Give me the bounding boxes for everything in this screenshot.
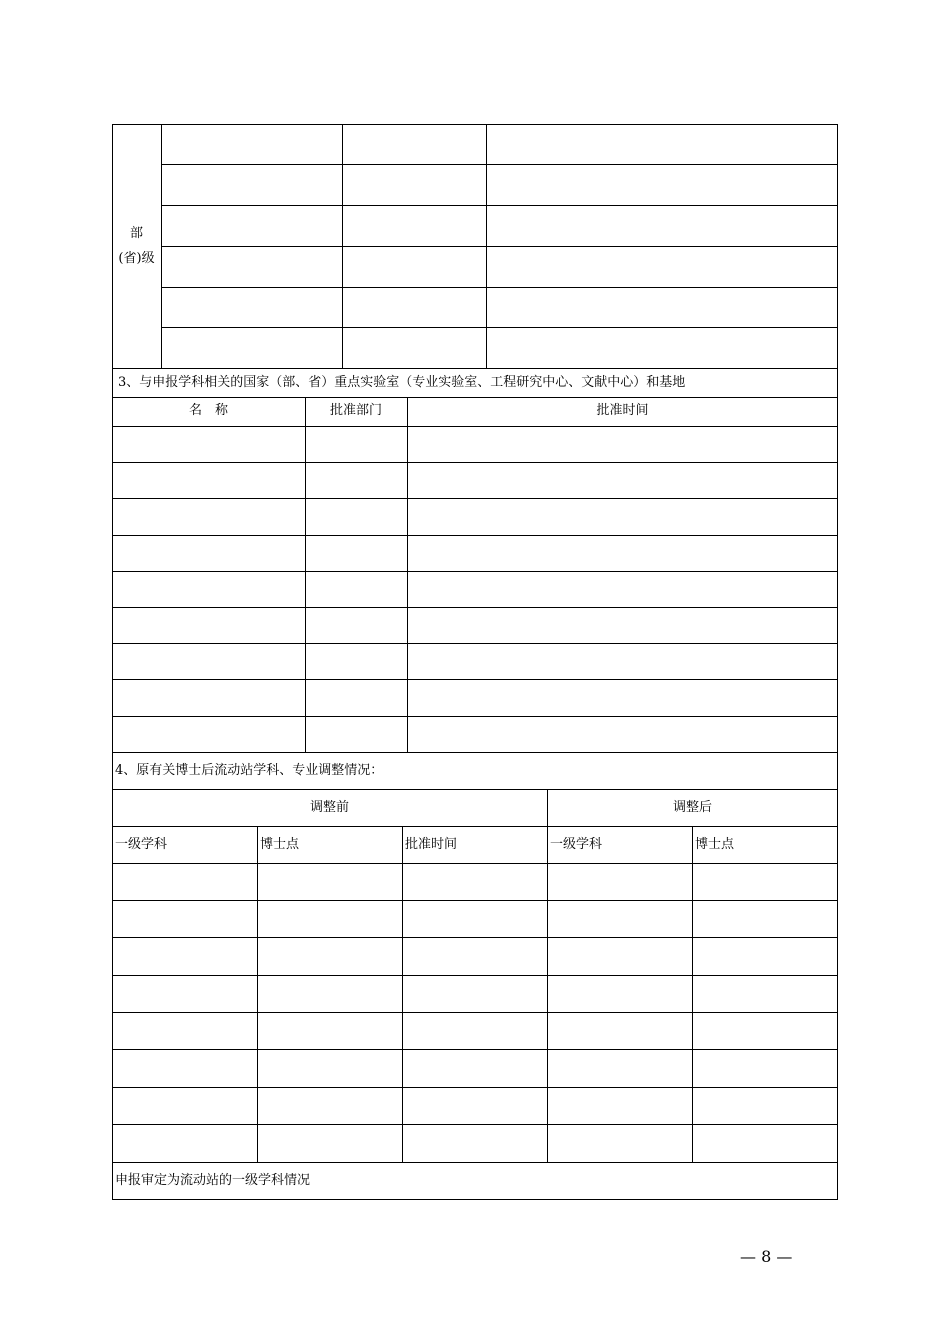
header-approval-time: 批准时间 (596, 403, 649, 418)
grid-line (547, 789, 548, 1163)
grid-line (112, 1012, 838, 1013)
grid-line (112, 397, 838, 398)
grid-line (161, 327, 838, 328)
section4-title: 4、原有关博士后流动站学科、专业调整情况： (115, 763, 384, 778)
page-number: — 8 — (740, 1247, 793, 1266)
grid-line (161, 164, 838, 165)
grid-line (112, 535, 838, 536)
grid-line (112, 426, 838, 427)
grid-line (112, 571, 838, 572)
group-after: 调整后 (672, 800, 712, 815)
grid-line (112, 1087, 838, 1088)
grid-line (112, 826, 838, 827)
header-doctoral-before: 博士点 (260, 837, 300, 852)
grid-line (112, 607, 838, 608)
grid-line (112, 1049, 838, 1050)
grid-line (112, 975, 838, 976)
grid-line (112, 937, 838, 938)
section5-title: 申报审定为流动站的一级学科情况 (115, 1173, 311, 1188)
grid-line (112, 643, 838, 644)
header-approval-time-before: 批准时间 (405, 837, 458, 852)
header-name: 名 称 (188, 403, 228, 418)
level-label-line1: 部 (129, 226, 143, 241)
grid-line (112, 789, 838, 790)
grid-line (161, 287, 838, 288)
level-label-line2: (省)级 (118, 251, 155, 266)
form-table (112, 124, 838, 1200)
header-approval-dept: 批准部门 (329, 403, 382, 418)
section-divider (112, 752, 838, 753)
grid-line (112, 1124, 838, 1125)
grid-line (112, 462, 838, 463)
grid-line (112, 716, 838, 717)
grid-line (257, 826, 258, 1163)
grid-line (112, 863, 838, 864)
grid-line (402, 826, 403, 1163)
group-before: 调整前 (309, 800, 349, 815)
grid-line (692, 826, 693, 1163)
header-discipline-after: 一级学科 (550, 837, 603, 852)
section-divider (112, 1162, 838, 1163)
grid-line (407, 397, 408, 752)
grid-line (161, 246, 838, 247)
section3-title: 3、与申报学科相关的国家（部、省）重点实验室（专业实验室、工程研究中心、文献中心）和基地 (118, 375, 686, 390)
section-divider (112, 368, 838, 369)
grid-line (112, 900, 838, 901)
grid-line (161, 205, 838, 206)
grid-line (305, 397, 306, 752)
grid-line (112, 498, 838, 499)
header-doctoral-after: 博士点 (695, 837, 735, 852)
grid-line (112, 679, 838, 680)
header-discipline-before: 一级学科 (115, 837, 168, 852)
